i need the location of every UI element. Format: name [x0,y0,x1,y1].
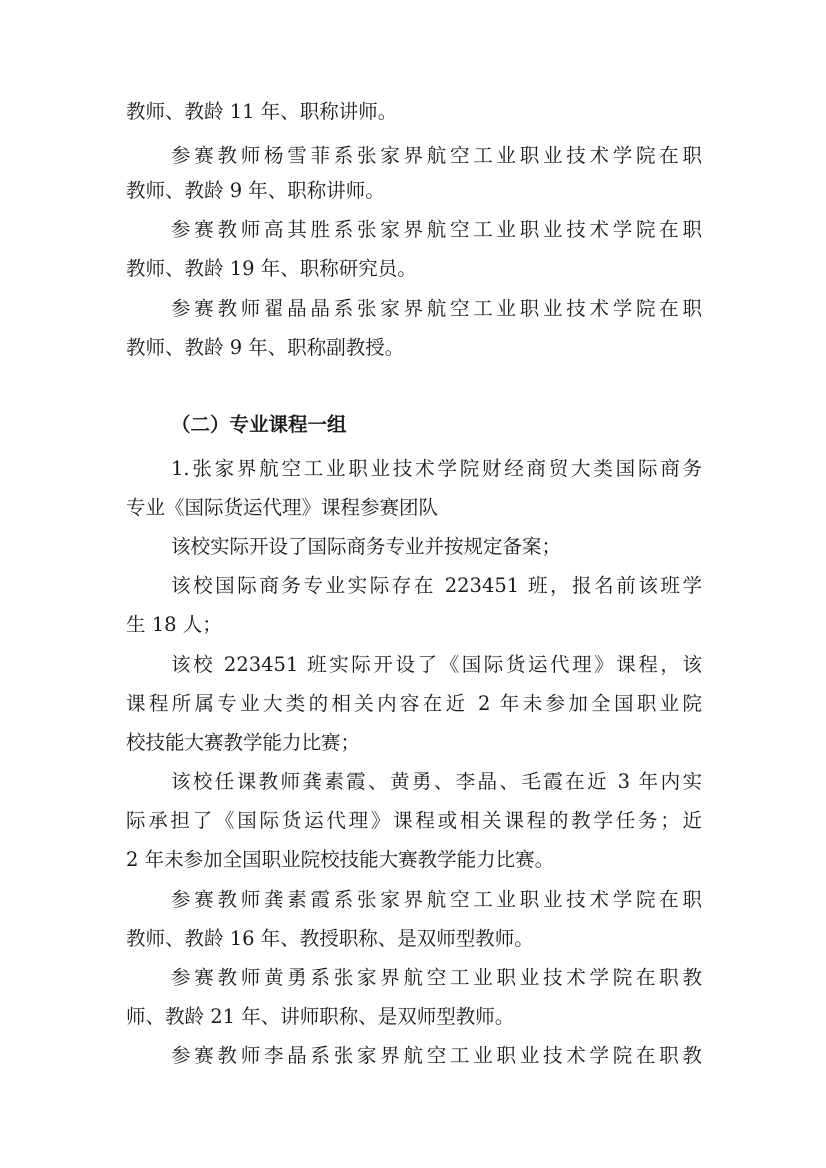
text-line: 2 年未参加全国职业院校技能大赛教学能力比赛。 [126,848,555,871]
text-line: 教师、教龄 16 年、教授职称、是双师型教师。 [126,927,534,950]
text-line: 际承担了《国际货运代理》课程或相关课程的教学任务；近 [126,809,702,832]
text-line: 参赛教师龚素霞系张家界航空工业职业技术学院在职 [171,888,702,911]
text-line: 该校实际开设了国际商务专业并按规定备案； [171,535,562,558]
text-line: 参赛教师高其胜系张家界航空工业职业技术学院在职 [171,218,702,241]
text-line: 教师、教龄 11 年、职称讲师。 [126,100,398,123]
text-line: 1.张家界航空工业职业技术学院财经商贸大类国际商务 [171,457,702,480]
text-line: 教师、教龄 9 年、职称讲师。 [126,179,385,202]
text-line: 参赛教师李晶系张家界航空工业职业技术学院在职教 [171,1044,702,1067]
text-line: 该校 223451 班实际开设了《国际货运代理》课程，该 [171,653,702,676]
text-line: 课程所属专业大类的相关内容在近 2 年未参加全国职业院 [126,692,702,715]
text-line: 参赛教师杨雪菲系张家界航空工业职业技术学院在职 [171,144,702,167]
text-line: 校技能大赛教学能力比赛； [126,731,361,754]
text-line: 教师、教龄 19 年、职称研究员。 [126,257,417,280]
text-line: 专业《国际货运代理》课程参赛团队 [126,496,439,519]
text-line: 教师、教龄 9 年、职称副教授。 [126,336,405,359]
text-line: 生 18 人； [126,613,222,636]
text-line: 该校国际商务专业实际存在 223451 班，报名前该班学 [171,574,702,597]
text-line: 师、教龄 21 年、讲师职称、是双师型教师。 [126,1005,515,1028]
text-line: 参赛教师黄勇系张家界航空工业职业技术学院在职教 [171,966,702,989]
text-line: 参赛教师翟晶晶系张家界航空工业职业技术学院在职 [171,297,702,320]
section-heading: （二）专业课程一组 [171,413,347,436]
text-line: 该校任课教师龚素霞、黄勇、李晶、毛霞在近 3 年内实 [171,770,702,793]
